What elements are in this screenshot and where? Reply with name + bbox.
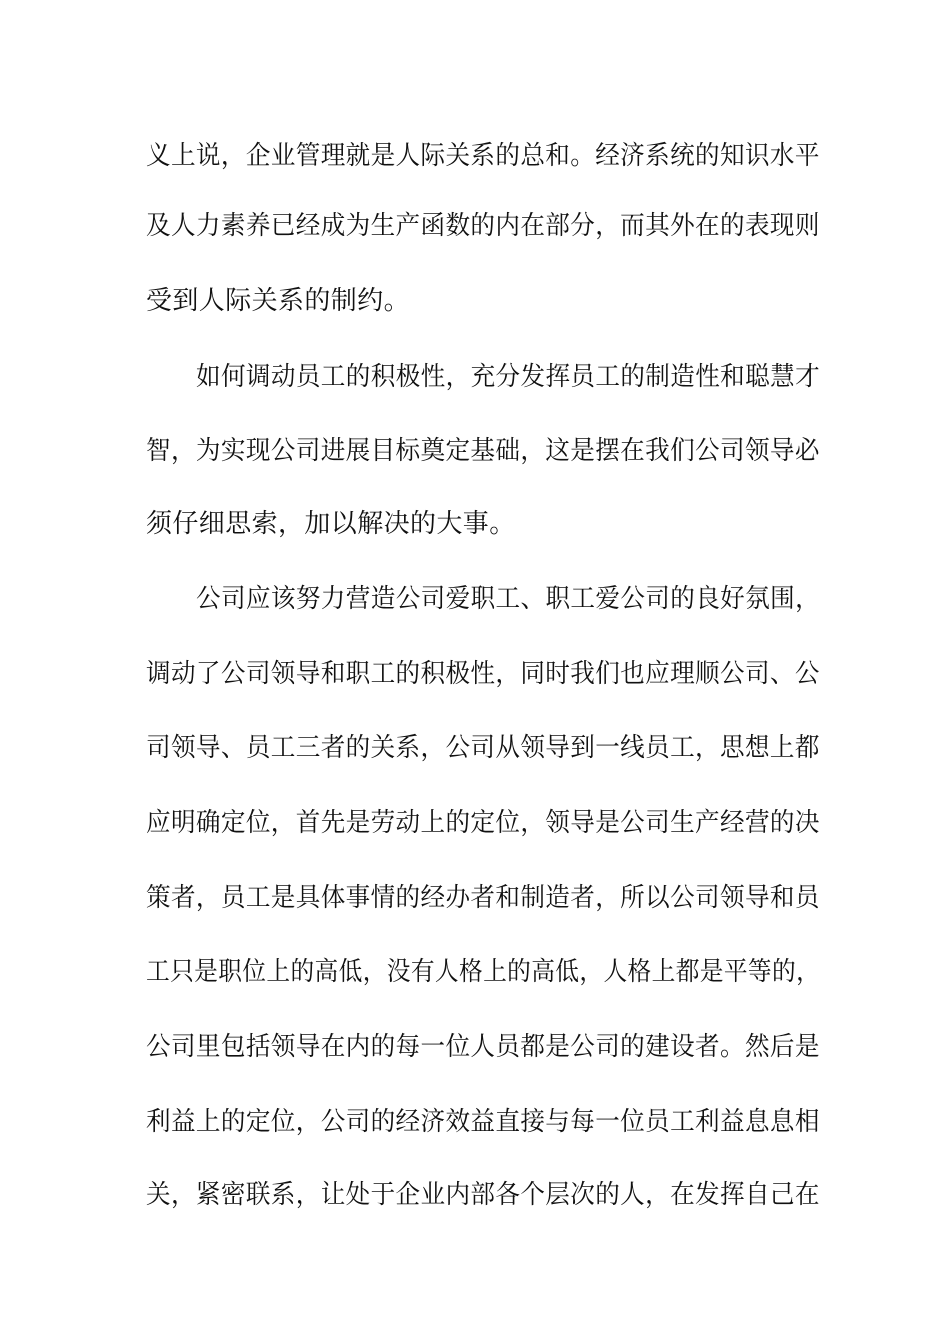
- text-line: 利益上的定位，公司的经济效益直接与每一位员工利益息息相: [146, 1107, 820, 1137]
- text-line: 受到人际关系的制约。: [146, 286, 411, 316]
- text-line: 应明确定位，首先是劳动上的定位，领导是公司生产经营的决: [146, 808, 820, 838]
- text-line: 如何调动员工的积极性，充分发挥员工的制造性和聪慧才: [196, 362, 821, 392]
- text-line: 公司里包括领导在内的每一位人员都是公司的建设者。然后是: [146, 1032, 820, 1062]
- text-line: 关，紧密联系，让处于企业内部各个层次的人，在发挥自己在: [146, 1180, 820, 1210]
- text-line: 义上说，企业管理就是人际关系的总和。经济系统的知识水平: [146, 141, 820, 171]
- text-line: 工只是职位上的高低，没有人格上的高低，人格上都是平等的，: [146, 957, 821, 987]
- text-line: 调动了公司领导和职工的积极性，同时我们也应理顺公司、公: [146, 659, 820, 689]
- text-line: 公司应该努力营造公司爱职工、职工爱公司的良好氛围，: [196, 584, 821, 614]
- text-line: 策者，员工是具体事情的经办者和制造者，所以公司领导和员: [146, 883, 820, 913]
- text-line: 须仔细思索，加以解决的大事。: [146, 509, 516, 539]
- text-line: 智，为实现公司进展目标奠定基础，这是摆在我们公司领导必: [146, 436, 820, 466]
- text-line: 及人力素养已经成为生产函数的内在部分，而其外在的表现则: [146, 211, 820, 241]
- text-line: 司领导、员工三者的关系，公司从领导到一线员工，思想上都: [146, 733, 820, 763]
